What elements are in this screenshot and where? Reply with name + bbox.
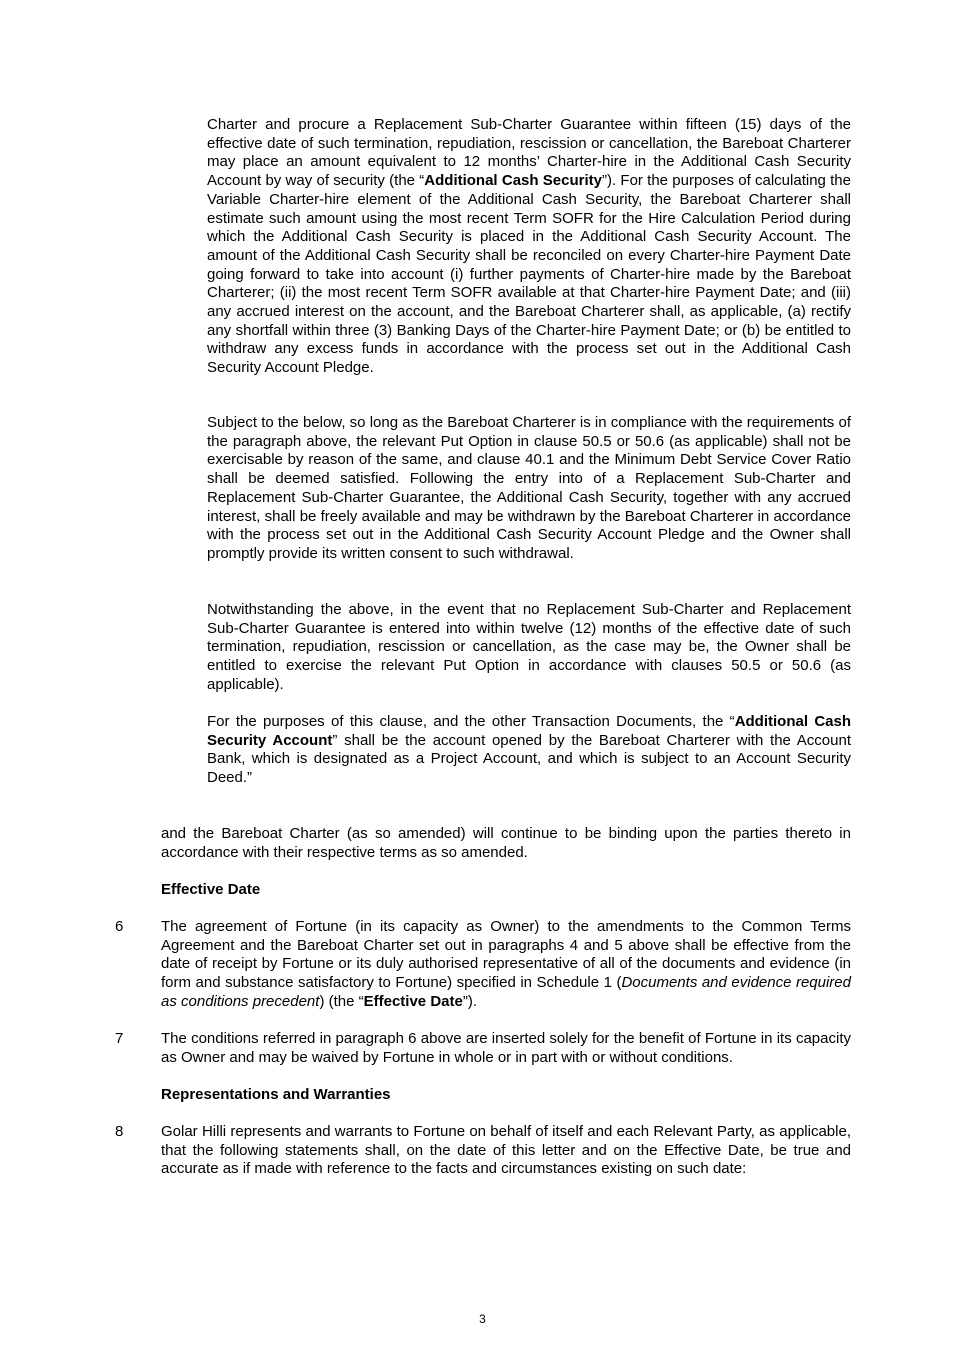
indented-paragraph-2: Subject to the below, so long as the Bareboat Charterer is in compliance with the requirements of the paragraph above, the relevant Put Option in clause 50.5 or 50.6 (as applicable) shall not be exercisable by reason of the same, and clause 40.1 and the Minimum Debt Service Cover Ratio shall be deemed satisfied. Following the entry into of a Replacement Sub-Charter and Replacement Sub-Charter Guarantee, the Additional Cash Security, together with any accrued interest, shall be freely available and may be withdrawn by the Bareboat Charterer in accordance with the process set out in the Additional Cash Security Account Pledge and the Owner shall promptly provide its written consent to such withdrawal. [207,414,851,562]
indented-paragraph-3: Notwithstanding the above, in the event that no Replacement Sub-Charter and Replacement Sub-Charter Guarantee is entered into within twelve (12) months of the effective date of such termination, repudiation, rescission or cancellation, as the case may be, the Owner shall be entitled to exercise the relevant Put Option in accordance with clauses 50.5 or 50.6 (as applicable). [207,601,851,693]
paragraph-8: Golar Hilli represents and warrants to Fortune on behalf of itself and each Relevant Party, as applicable, that the following statements shall, on the date of this letter and on the Effective Date, be true and accurate as if made with reference to the facts and circumstances existing on such date: [161,1123,851,1178]
continuation-paragraph: and the Bareboat Charter (as so amended) will continue to be binding upon the parties thereto in accordance with their respective terms as so amended. [161,825,851,861]
defined-term: Additional Cash Security Account [207,713,852,749]
page-number: 3 [479,1312,486,1326]
indented-paragraph-4 [207,713,851,788]
text-run: The agreement of Fortune (in its capacity as Owner) to the amendments to the Common Terms Agreement and the Bareboat Charter set out in paragraphs 4 and 5 above shall be effective from the date of receipt by Fortune or its duly authorised representative of all of the documents and evidence (in form and substance satisfactory to Fortune) specified in Schedule 1 ( [161,918,851,992]
italic-reference: Documents and evidence required as conditions precedent [161,974,851,1010]
paragraph-7: The conditions referred in paragraph 6 above are inserted solely for the benefit of Fortune in its capacity as Owner and may be waived by Fortune in whole or in part with or without conditions. [161,1030,851,1066]
paragraph-6 [161,918,851,1012]
indented-paragraph-1 [207,116,851,378]
paragraph-number-8: 8 [115,1123,124,1140]
text-run: Charter and procure a Replacement Sub-Charter Guarantee within fifteen (15) days of the effective date of such termination, repudiation, rescission or cancellation, the Bareboat Charterer may place an amount equivalent to 12 months’ Charter-hire in the Additional Cash Security Account by way of security (the “ [207,116,851,190]
text-run: ) (the “ [319,992,364,1010]
defined-term: Effective Date [363,992,463,1010]
text-run: ”). [462,992,478,1010]
paragraph-number-7: 7 [115,1030,124,1047]
heading-effective-date: Effective Date [161,881,261,898]
text-run: ” shall be the account opened by the Bareboat Charterer with the Account Bank, which is designated as a Project Account, and which is subject to an Account Security Deed.” [207,731,851,787]
text-run: ”). For the purposes of calculating the Variable Charter-hire element of the Additional Cash Security, the Bareboat Charterer shall estimate such amount using the most recent Term SOFR for the Hire Calculation Period during which the Additional Cash Security is placed in the Additional Cash Security Account. The amount of the Additional Cash Security shall be reconciled on every Charter-hire Payment Date going forward to take into account (i) further payments of Charter-hire made by the Bareboat Charterer; (ii) the most recent Term SOFR available at that Charter-hire Payment Date; and (iii) any accrued interest on the account, and the Bareboat Charterer shall, as applicable, (a) rectify any shortfall within three (3) Banking Days of the Charter-hire Payment Date; or (b) be entitled to withdraw any excess funds in accordance with the process set out in the Additional Cash Security Account Pledge. [207,172,851,377]
defined-term: Additional Cash Security [424,172,602,190]
paragraph-number-6: 6 [115,918,124,935]
text-run: For the purposes of this clause, and the other Transaction Documents, the “ [207,713,735,730]
heading-representations-warranties: Representations and Warranties [161,1086,391,1103]
